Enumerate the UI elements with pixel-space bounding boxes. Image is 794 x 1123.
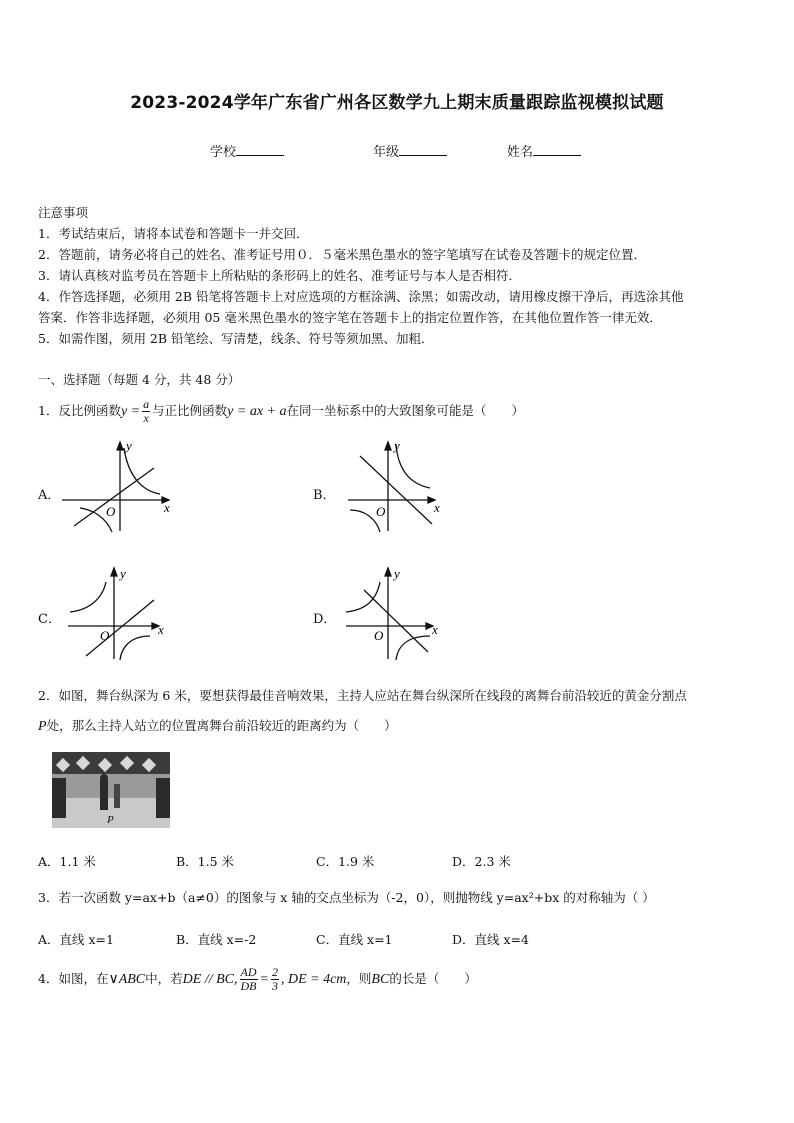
y-axis-label: y — [394, 438, 400, 453]
question-1 — [38, 396, 524, 427]
section-heading: 一、选择题（每题 4 分，共 48 分） — [38, 372, 241, 387]
origin-label: O — [100, 628, 110, 643]
q2-option-c[interactable]: C．1.9 米 — [316, 854, 375, 869]
q4-frac1-den: DB — [240, 979, 257, 993]
line-graph — [86, 600, 154, 656]
note-item: 1．考试结束后，请将本试卷和答题卡一并交回． — [38, 226, 309, 241]
q3-option-b[interactable]: B．直线 x=-2 — [176, 932, 257, 947]
q1-frac-num: a — [143, 397, 150, 411]
origin-label: O — [374, 628, 384, 643]
q2-option-b[interactable]: B．1.5 米 — [176, 854, 235, 869]
q2-option-a[interactable]: A．1.1 米 — [38, 854, 96, 869]
x-axis-label: x — [158, 622, 164, 637]
q1-suffix: 在同一坐标系中的大致图象可能是（ ） — [286, 403, 524, 418]
x-axis-label: x — [164, 500, 170, 515]
q1-expr: y = ax + a — [227, 404, 287, 419]
q4-bc: BC — [371, 972, 390, 987]
y-axis-label: y — [126, 438, 132, 453]
q3-option-a[interactable]: A．直线 x=1 — [38, 932, 114, 947]
school-field[interactable] — [210, 141, 284, 160]
y-axis-arrow-icon — [385, 568, 391, 576]
x-axis-label: x — [434, 500, 440, 515]
q1-option-b-label[interactable]: B． — [313, 488, 336, 503]
note-item: 3．请认真核对监考员在答题卡上所粘贴的条形码上的姓名、准考证号与本人是否相符． — [38, 268, 521, 283]
q1-option-c-label[interactable]: C． — [38, 612, 61, 627]
hyperbola-branch — [124, 448, 160, 494]
y-axis-label: y — [120, 566, 126, 581]
photo-point-label: P — [107, 814, 114, 826]
hyperbola-branch — [120, 636, 150, 660]
question-2-line-1: 2．如图，舞台纵深为 6 米，要想获得最佳音响效果，主持人应站在舞台纵深所在线段的离舞台前沿较近的黄金分割点 — [38, 688, 687, 703]
question-4 — [38, 962, 477, 997]
q1-option-a-label[interactable]: A． — [38, 488, 61, 503]
question-2-line-2 — [38, 716, 397, 735]
q1-graph-a[interactable] — [62, 436, 182, 536]
line-graph — [360, 456, 432, 524]
q1-graph-d[interactable] — [340, 564, 460, 664]
school-blank[interactable] — [236, 143, 284, 156]
stage-photo — [52, 752, 170, 828]
q4-fraction-2 — [271, 966, 279, 993]
y-axis-label: y — [394, 566, 400, 581]
note-item: 答案．作答非选择题，必须用 05 毫米黑色墨水的签字笔在答题卡上的指定位置作答，在其他位置作答一律无效． — [38, 310, 662, 325]
y-axis-arrow-icon — [117, 442, 123, 450]
q4-equals: = — [259, 972, 269, 987]
q4-suffix: 的长是（ ） — [389, 971, 477, 986]
q2-option-d[interactable]: D．2.3 米 — [452, 854, 511, 869]
hyperbola-branch — [396, 444, 430, 488]
hyperbola-branch — [70, 582, 106, 612]
school-label: 学校 — [210, 145, 237, 160]
q4-frac2-num: 2 — [271, 965, 278, 979]
page-title: 2023-2024学年广东省广州各区数学九上期末质量跟踪监视模拟试题 — [130, 93, 664, 113]
q1-fraction — [142, 398, 150, 425]
q4-mid-2: ，则 — [346, 971, 372, 986]
q4-mid-1: 中，若 — [145, 971, 183, 986]
q3-option-c[interactable]: C．直线 x=1 — [316, 932, 393, 947]
q4-cond-1: DE // BC, — [182, 972, 238, 987]
origin-label: O — [376, 504, 386, 519]
name-field[interactable] — [507, 141, 581, 160]
q1-frac-den: x — [143, 411, 149, 425]
q1-y-eq: y = — [120, 404, 141, 419]
q1-graph-b[interactable] — [340, 436, 460, 536]
q4-triangle: ∨ABC — [108, 972, 146, 987]
q4-frac1-num: AD — [240, 965, 257, 979]
name-blank[interactable] — [533, 143, 581, 156]
y-axis-arrow-icon — [111, 568, 117, 576]
x-axis-label: x — [432, 622, 438, 637]
q4-cond-2: , DE = 4cm — [280, 972, 347, 987]
q1-prefix: 1．反比例函数 — [38, 403, 121, 418]
note-item: 5．如需作图，须用 2B 铅笔绘、写清楚，线条、符号等须加黑、加粗． — [38, 331, 434, 346]
note-item: 2．答题前，请务必将自己的姓名、准考证号用０．５毫米黑色墨水的签字笔填写在试卷及答题卡的规定位置． — [38, 247, 646, 262]
question-3: 3．若一次函数 y=ax+b（a≠0）的图象与 x 轴的交点坐标为（-2，0），则抛物线 y=ax²+bx 的对称轴为（ ） — [38, 890, 655, 905]
note-item: 4．作答选择题，必须用 2B 铅笔将答题卡上对应选项的方框涂满、涂黑；如需改动，请用橡皮擦干净后，再选涂其他 — [38, 289, 684, 304]
q1-mid: 与正比例函数 — [152, 403, 228, 418]
q4-prefix: 4．如图，在 — [38, 971, 109, 986]
q4-fraction-1 — [240, 966, 258, 993]
grade-label: 年级 — [373, 145, 400, 160]
grade-blank[interactable] — [399, 143, 447, 156]
origin-label: O — [106, 504, 116, 519]
q2-point-label: P — [38, 719, 47, 734]
q4-frac2-den: 3 — [271, 979, 278, 993]
q3-option-d[interactable]: D．直线 x=4 — [452, 932, 529, 947]
notes-heading: 注意事项 — [38, 205, 89, 220]
name-label: 姓名 — [507, 145, 534, 160]
y-axis-arrow-icon — [385, 442, 391, 450]
grade-field[interactable] — [373, 141, 447, 160]
hyperbola-branch — [346, 582, 380, 612]
hyperbola-branch — [396, 636, 430, 660]
q1-graph-c[interactable] — [62, 564, 182, 664]
q1-option-d-label[interactable]: D． — [313, 612, 337, 627]
q2-line-2-text: 处，那么主持人站立的位置离舞台前沿较近的距离约为（ ） — [46, 718, 397, 733]
